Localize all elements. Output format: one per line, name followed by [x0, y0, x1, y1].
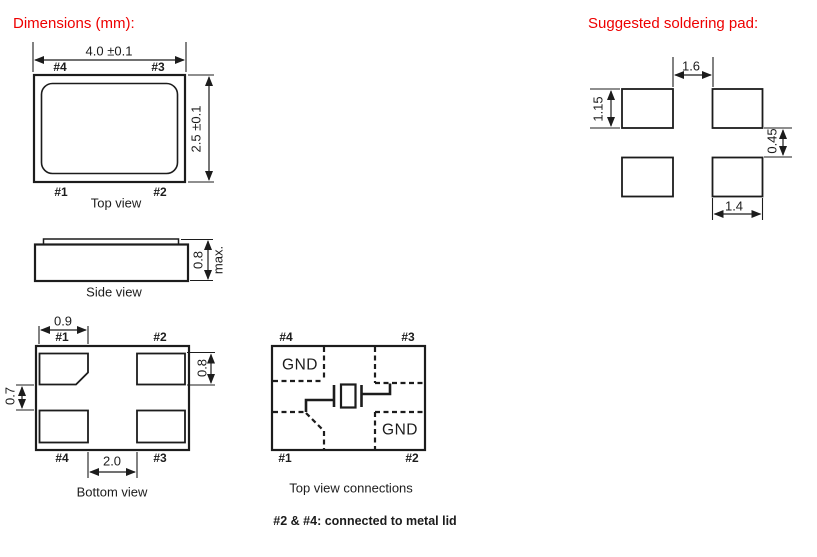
bottom-view-pad-width-dimension: 0.9: [53, 313, 73, 329]
bottom-view-pad-spacing-dimension: 2.0: [102, 453, 122, 469]
bottom-view-pin3-label: #3: [153, 451, 167, 465]
soldering-pad-horizontal-gap-dimension: 1.6: [681, 58, 701, 74]
connections-gnd-top-left-label: GND: [282, 356, 318, 374]
connections-pin2-label: #2: [405, 451, 419, 465]
side-view-caption: Side view: [86, 284, 142, 300]
top-view-width-dimension: 4.0 ±0.1: [85, 43, 133, 59]
bottom-view-pad-gap-dimension: 0.7: [2, 386, 18, 406]
connections-caption: Top view connections: [289, 480, 413, 496]
metal-lid-note: #2 & #4: connected to metal lid: [273, 513, 457, 528]
bottom-view-pad-height-dimension: 0.8: [194, 358, 210, 378]
top-view-height-dimension: 2.5 ±0.1: [188, 105, 204, 153]
side-view-drawing: [35, 239, 213, 281]
soldering-pad-drawing: [590, 57, 792, 220]
bottom-view-pin1-label: #1: [55, 330, 69, 344]
bottom-view-pin2-label: #2: [153, 330, 167, 344]
crystal-symbol: [306, 384, 390, 413]
bottom-view-pin4-label: #4: [55, 451, 69, 465]
connections-pin4-label: #4: [279, 330, 293, 344]
connections-pin1-label: #1: [278, 451, 292, 465]
top-view-pin4-label: #4: [53, 60, 67, 74]
top-view-pin3-label: #3: [151, 60, 165, 74]
connections-pin3-label: #3: [401, 330, 415, 344]
top-view-caption: Top view: [90, 195, 142, 211]
side-view-height-dimension: 0.8: [190, 250, 206, 270]
soldering-pad-title: Suggested soldering pad:: [588, 15, 759, 32]
soldering-pad-width-dimension: 1.4: [724, 198, 744, 214]
bottom-view-caption: Bottom view: [76, 484, 148, 500]
top-view-pin2-label: #2: [153, 185, 167, 199]
side-view-max-qualifier: max.: [210, 245, 226, 275]
top-view-pin1-label: #1: [54, 185, 68, 199]
soldering-pad-height-dimension: 1.15: [590, 96, 606, 122]
soldering-pad-vertical-gap-dimension: 0.45: [764, 128, 780, 154]
dimensions-title: Dimensions (mm):: [13, 15, 135, 32]
connections-gnd-bottom-right-label: GND: [382, 421, 418, 439]
